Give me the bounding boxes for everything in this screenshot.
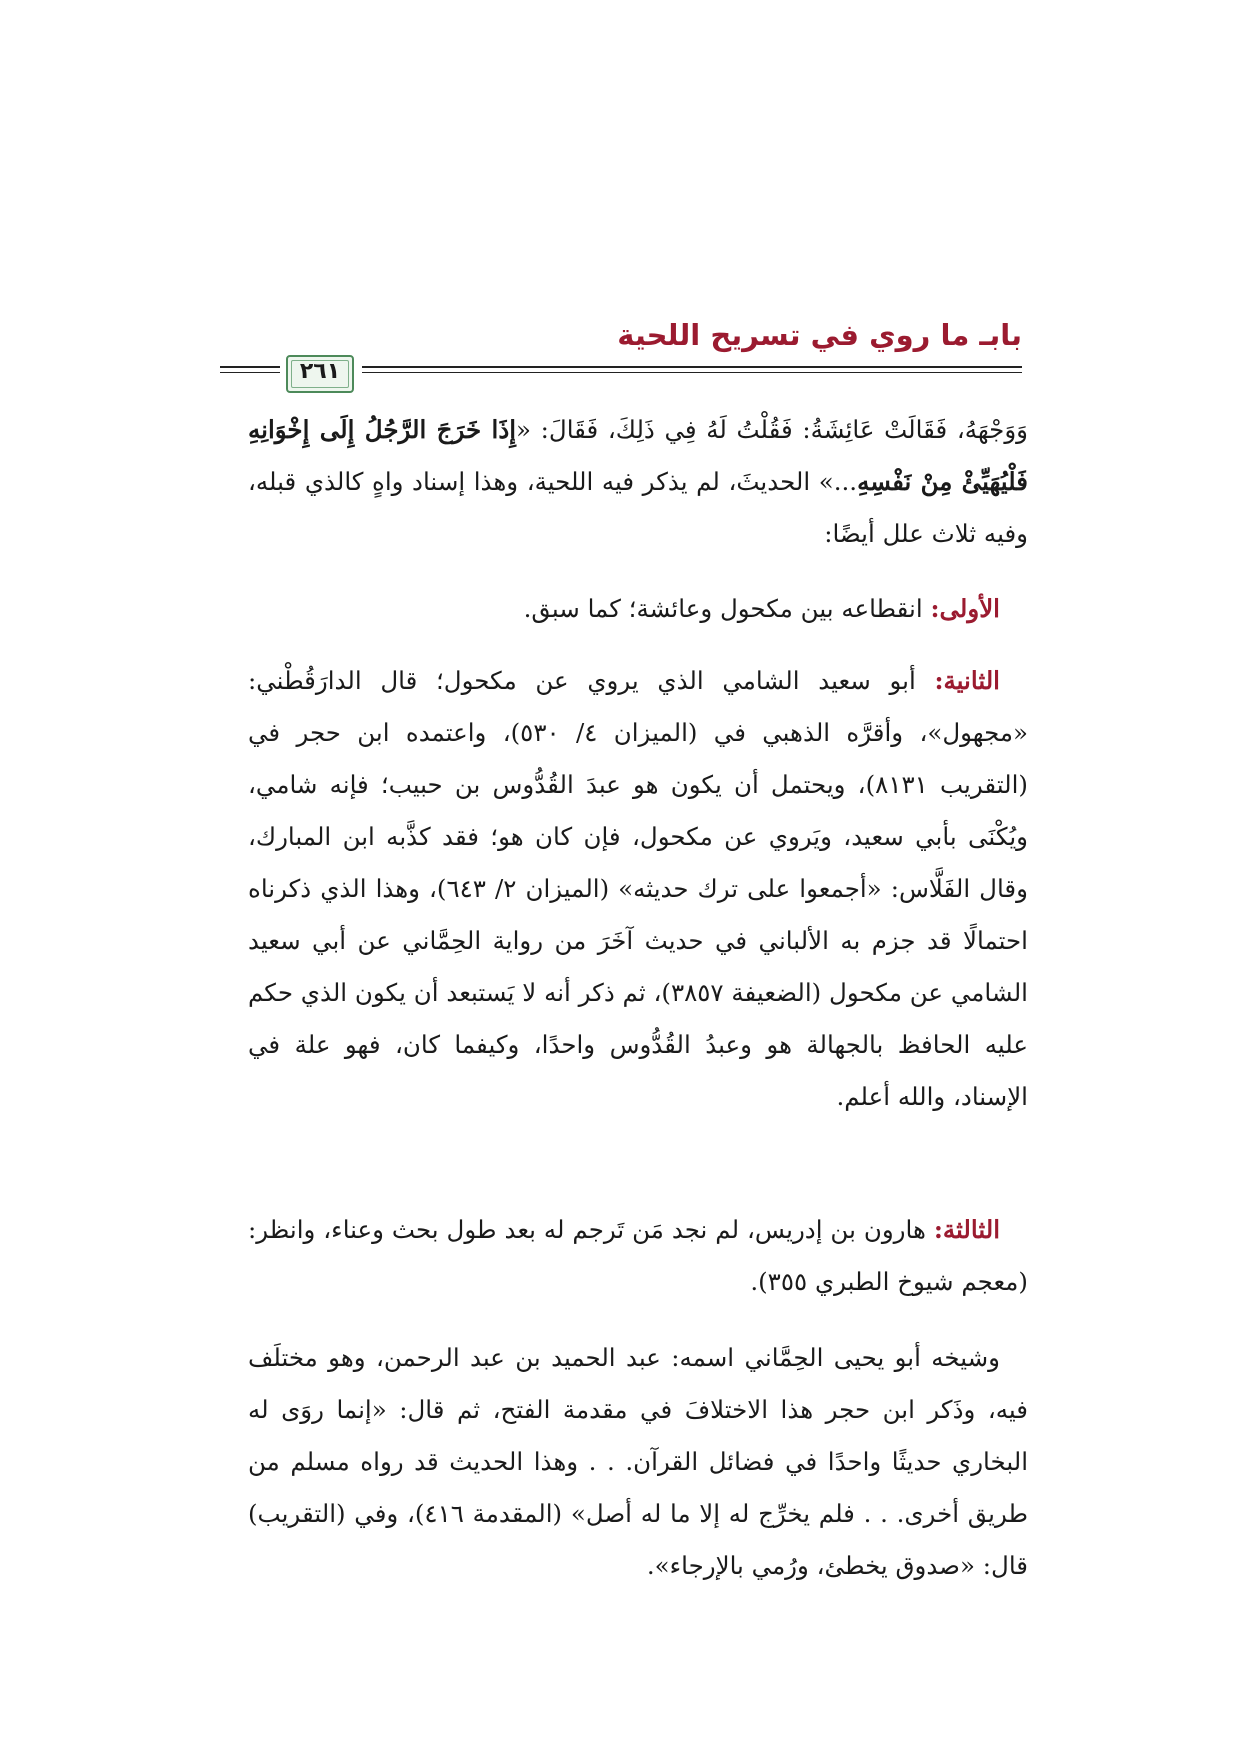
first-defect-label: الأولى: <box>930 594 1000 623</box>
paragraph-1-intro: وَوَجْهَهُ، فَقَالَتْ عَائِشَةُ: فَقُلْتُ لَهُ فِي ذَلِكَ، فَقَالَ: « <box>516 415 1028 444</box>
header-rule-left-top <box>220 366 280 368</box>
paragraph-1-rest: ...» الحديثَ، لم يذكر فيه اللحية، وهذا إسناد واهٍ كالذي قبله، وفيه ثلاث علل أيضًا: <box>248 467 1028 548</box>
paragraph-1 <box>248 404 1028 560</box>
paragraph-4 <box>248 1204 1028 1308</box>
second-defect-label: الثانية: <box>934 666 1000 695</box>
paragraph-2 <box>248 583 1028 635</box>
header-rule-left-bottom <box>220 372 280 373</box>
paragraph-4-text: هارون بن إدريس، لم نجد مَن تَرجم له بعد طول بحث وعناء، وانظر: (معجم شيوخ الطبري ٣٥٥). <box>248 1215 1028 1296</box>
header-rule-right-bottom <box>362 372 1022 373</box>
third-defect-label: الثالثة: <box>933 1215 1000 1244</box>
page-number: ٢٦١ <box>299 359 341 384</box>
page-number-badge <box>286 355 354 393</box>
paragraph-3-text: أبو سعيد الشامي الذي يروي عن مكحول؛ قال الدارَقُطْني: «مجهول»، وأقرَّه الذهبي في (الميزان ٤/ ٥٣٠)، واعتمده ابن حجر في (التقريب ٨١٣١)، ويحتمل أن يكون هو عبدَ القُدُّوس بن حبيب؛ فإنه شامي، ويُكْنَى بأبي سعيد، ويَروي عن مكحول، فإن كان هو؛ فقد كذَّبه ابن المبارك، وقال الفَلَّاس: «أجمعوا على ترك حديثه» (الميزان ٢/ ٦٤٣)، وهذا الذي ذكرناه احتمالًا قد جزم به الألباني في حديث آخَرَ من رواية الحِمَّاني عن أبي سعيد الشامي عن مكحول (الضعيفة ٣٨٥٧)، ثم ذكر أنه لا يَستبعد أن يكون الذي حكم عليه الحافظ بالجهالة هو وعبدُ القُدُّوس واحدًا، وكيفما كان، فهو علة في الإسناد، والله أعلم. <box>248 666 1029 1111</box>
paragraph-5-text: وشيخه أبو يحيى الحِمَّاني اسمه: عبد الحميد بن عبد الرحمن، وهو مختلَف فيه، وذَكر ابن حجر هذا الاختلافَ في مقدمة الفتح، ثم قال: «إنما روَى له البخاري حديثًا واحدًا في فضائل القرآن. . . وهذا الحديث قد رواه مسلم من طريق أخرى. . . فلم يخرِّج له إلا ما له أصل» (المقدمة ٤١٦)، وفي (التقريب) قال: «صدوق يخطئ، ورُمي بالإرجاء». <box>248 1343 1028 1580</box>
running-head-title: بابـ ما روي في تسريح اللحية <box>617 318 1022 352</box>
paragraph-2-text: انقطاعه بين مكحول وعائشة؛ كما سبق. <box>523 594 931 623</box>
hadith-quote: إِذَا خَرَجَ الرَّجُلُ إِلَى إِخْوَانِهِ فَلْيُهَيِّئْ مِنْ نَفْسِهِ <box>248 415 1028 496</box>
header-rule-right-top <box>362 366 1022 368</box>
paragraph-3 <box>248 655 1028 1123</box>
paragraph-5 <box>248 1332 1028 1592</box>
